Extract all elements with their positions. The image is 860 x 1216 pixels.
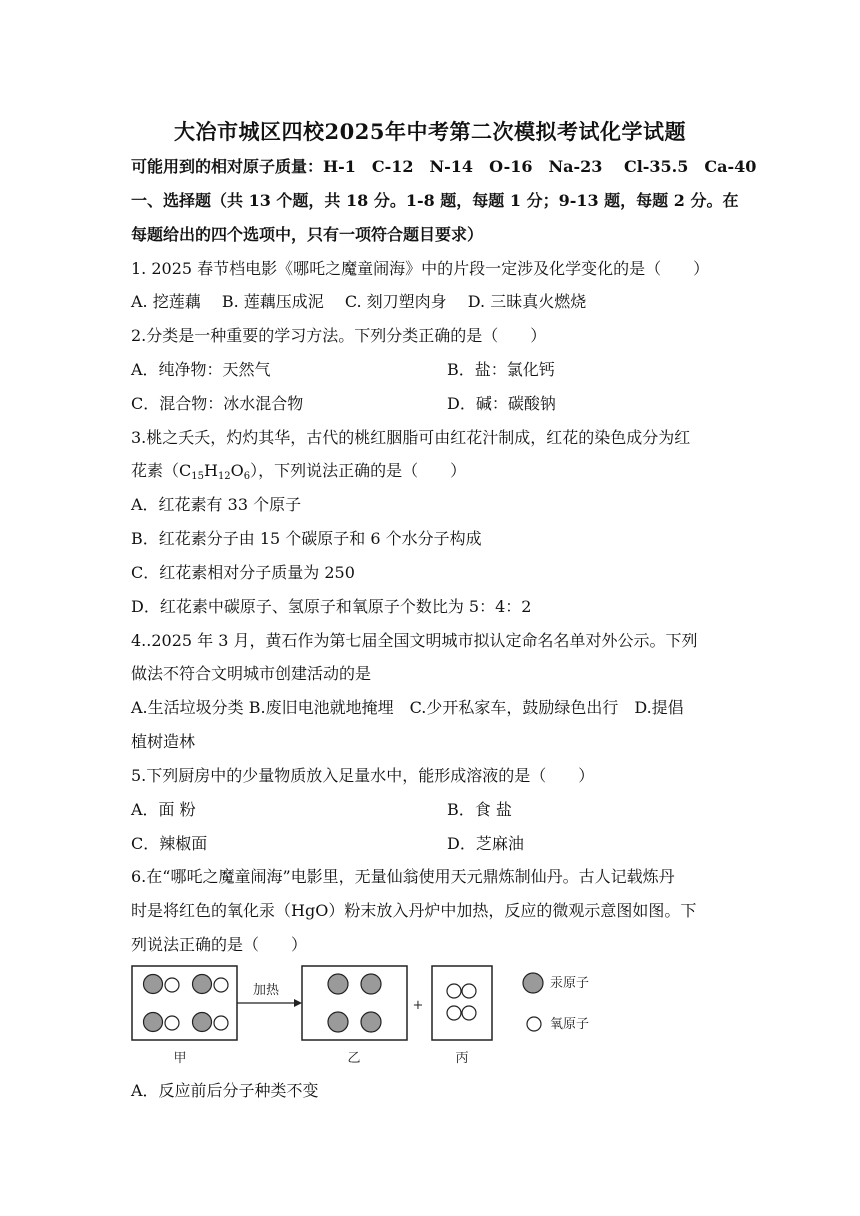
q4-options-line2: 植树造林: [131, 732, 196, 751]
q3-option-c: C．红花素相对分子质量为 250: [131, 563, 355, 582]
q6-stem-line1: 6.在“哪吒之魔童闹海”电影里，无量仙翁使用天元鼎炼制仙丹。古人记载炼丹: [131, 867, 675, 886]
hg-atom: [193, 1013, 212, 1032]
q3-sub-c: 15: [191, 471, 204, 482]
q2-option-c: C．混合物：冰水混合物: [131, 394, 304, 413]
o-atom: [462, 984, 476, 998]
q2-stem: 2.分类是一种重要的学习方法。下列分类正确的是（ ）: [131, 326, 547, 345]
box-yi-label: 乙: [347, 1051, 361, 1066]
q1-options: A. 挖莲藕 B. 莲藕压成泥 C. 刻刀塑肉身 D. 三昧真火燃烧: [131, 292, 587, 311]
q2-option-a: A．纯净物：天然气: [131, 360, 271, 379]
hg-atom: [361, 974, 381, 994]
q2-option-b: B．盐：氯化钙: [447, 360, 555, 379]
q3-o: O: [230, 461, 244, 480]
q6-stem-line2: 时是将红色的氧化汞（HgO）粉末放入丹炉中加热，反应的微观示意图如图。下: [131, 901, 697, 920]
q2-option-d: D．碱：碳酸钠: [447, 394, 556, 413]
exam-title: 大冶市城区四校2025年中考第二次模拟考试化学试题: [174, 119, 686, 144]
reaction-diagram: [128, 962, 608, 1074]
o-atom: [165, 1016, 179, 1030]
q6-option-a: A．反应前后分子种类不变: [131, 1081, 319, 1100]
legend-o-icon: [527, 1017, 541, 1031]
hg-atom: [193, 975, 212, 994]
hg-atom: [328, 1012, 348, 1032]
o-atom: [214, 1016, 228, 1030]
arrow-head-icon: [294, 999, 302, 1007]
box-jia-label: 甲: [173, 1051, 187, 1066]
q3-stem-pre: 花素（C: [131, 461, 192, 480]
q5-option-b: B．食 盐: [447, 800, 512, 819]
legend-hg-label: 汞原子: [550, 976, 590, 991]
q3-option-b: B．红花素分子由 15 个碳原子和 6 个水分子构成: [131, 529, 482, 548]
box-bing: [432, 966, 492, 1040]
hg-atom: [144, 1013, 163, 1032]
plus-sign: +: [412, 998, 424, 1013]
arrow-label: 加热: [252, 983, 280, 998]
q4-stem-line2: 做法不符合文明城市创建活动的是: [131, 664, 372, 683]
legend-o-label: 氧原子: [550, 1017, 590, 1032]
o-atom: [165, 978, 179, 992]
q6-stem-line3: 列说法正确的是（ ）: [131, 935, 308, 954]
q3-option-a: A．红花素有 33 个原子: [131, 495, 302, 514]
hg-atom: [328, 974, 348, 994]
q5-stem: 5.下列厨房中的少量物质放入足量水中，能形成溶液的是（ ）: [131, 766, 595, 785]
o-atom: [462, 1006, 476, 1020]
q3-sub-o: 6: [243, 471, 251, 482]
hg-atom: [361, 1012, 381, 1032]
q4-stem-line1: 4..2025 年 3 月，黄石作为第七届全国文明城市拟认定命名名单对外公示。下列: [131, 631, 698, 650]
q3-stem-line2: [131, 461, 466, 481]
o-atom: [447, 1006, 461, 1020]
q5-option-d: D．芝麻油: [447, 834, 524, 853]
q3-option-d: D．红花素中碳原子、氢原子和氧原子个数比为 5：4：2: [131, 597, 532, 616]
q3-sub-h: 12: [217, 471, 231, 482]
o-atom: [214, 978, 228, 992]
atomic-masses-line: 可能用到的相对原子质量：H-1 C-12 N-14 O-16 Na-23 Cl-35.5 Ca-40: [131, 157, 757, 176]
box-yi: [302, 966, 407, 1040]
q5-option-a: A．面 粉: [131, 800, 196, 819]
section-heading-line1: 一、选择题（共 13 个题，共 18 分。1-8 题，每题 1 分；9-13 题，每题 2 分。在: [131, 191, 739, 210]
legend-hg-icon: [523, 973, 543, 993]
q4-options-line1: A.生活垃圾分类 B.废旧电池就地掩埋 C.少开私家车，鼓励绿色出行 D.提倡: [131, 698, 684, 717]
q3-stem-line1: 3.桃之夭夭，灼灼其华，古代的桃红胭脂可由红花汁制成，红花的染色成分为红: [131, 428, 691, 447]
q3-stem-post: ），下列说法正确的是（ ）: [250, 461, 467, 480]
q1-stem: 1. 2025 春节档电影《哪吒之魔童闹海》中的片段一定涉及化学变化的是（ ）: [131, 259, 710, 278]
q3-h: H: [203, 461, 218, 480]
section-heading-line2: 每题给出的四个选项中，只有一项符合题目要求）: [131, 225, 484, 244]
q5-option-c: C．辣椒面: [131, 834, 208, 853]
box-bing-label: 丙: [455, 1051, 469, 1066]
o-atom: [447, 984, 461, 998]
hg-atom: [144, 975, 163, 994]
